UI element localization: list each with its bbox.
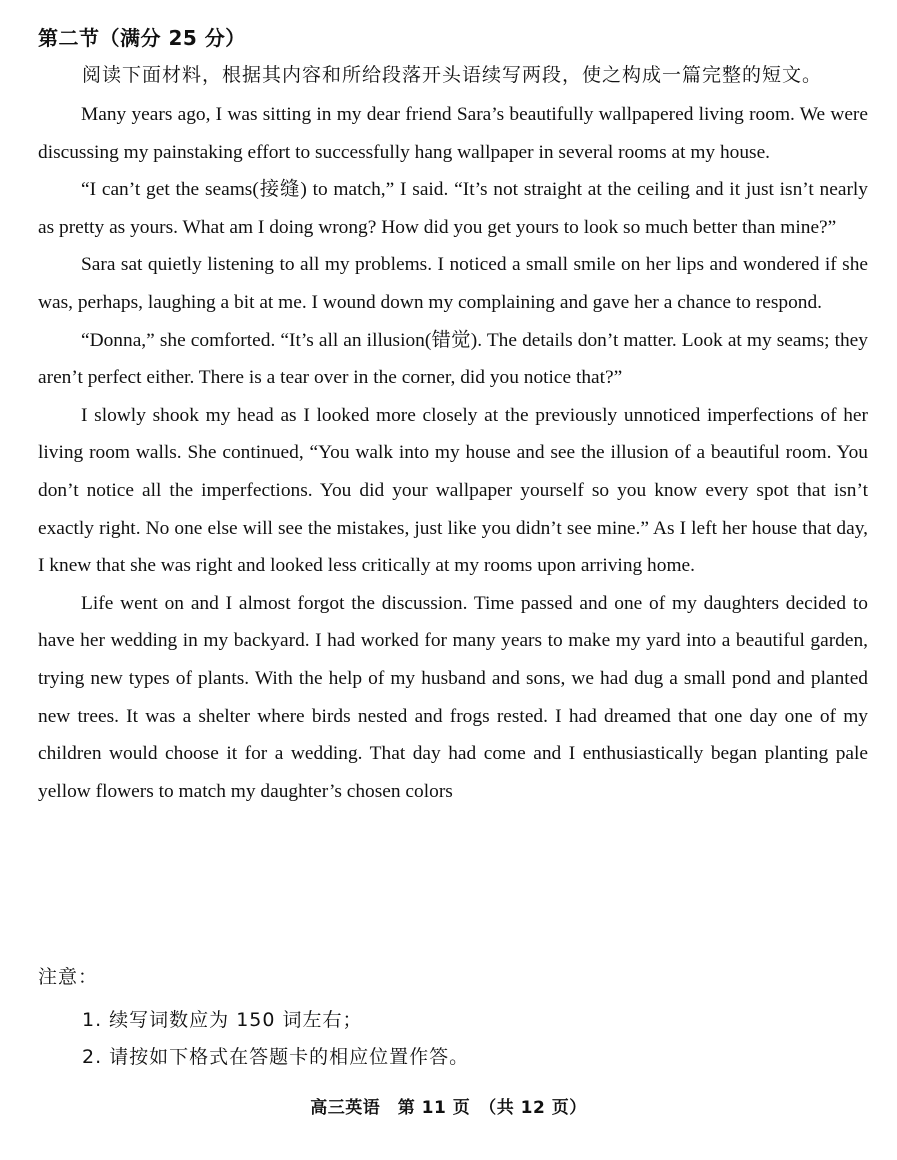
passage-paragraph-5: I slowly shook my head as I looked more closely at the previously unnoticed imperfections of her living room walls. She continued, “You walk into my house and see the illusion of a beautiful room. You don’t notice all the imperfections. You did your wallpaper yourself so you know every spot that isn’t exactly right. No one else will see the mistakes, just like you didn’t see mine.” As I left her house that day, I knew that she was right and looked less critically at my rooms upon arriving home. <box>38 404 868 577</box>
passage-paragraph-2: “I can’t get the seams(接缝) to match,” I said. “It’s not straight at the ceiling and it just isn’t nearly as pretty as yours. What am I doing wrong? How did you get yours to look so much better than mine?” <box>38 179 868 238</box>
passage-paragraph-4: “Donna,” she comforted. “It’s all an illusion(错觉). The details don’t matter. Look at my seams; they aren’t perfect either. There is a tear over in the corner, did you notice that?” <box>38 329 868 389</box>
note-item-answer-format: 2. 请按如下格式在答题卡的相应位置作答。 <box>82 1046 470 1068</box>
page-footer: 高三英语 第 11 页 （共 12 页） <box>310 1098 587 1118</box>
section-heading: 第二节（满分 25 分） <box>38 26 246 50</box>
notes-title: 注意： <box>38 966 99 988</box>
reading-passage <box>38 96 868 810</box>
task-instruction: 阅读下面材料，根据其内容和所给段落开头语续写两段，使之构成一篇完整的短文。 <box>82 64 823 86</box>
passage-paragraph-1: Many years ago, I was sitting in my dear friend Sara’s beautifully wallpapered living room. We were discussing my painstaking effort to successfully hang wallpaper in several rooms at my house. <box>38 104 868 163</box>
passage-paragraph-3: Sara sat quietly listening to all my problems. I noticed a small smile on her lips and wondered if she was, perhaps, laughing a bit at me. I wound down my complaining and gave her a chance to respond. <box>38 254 868 313</box>
note-item-word-count: 1. 续写词数应为 150 词左右； <box>82 1009 363 1031</box>
passage-paragraph-6: Life went on and I almost forgot the discussion. Time passed and one of my daughters decided to have her wedding in my backyard. I had worked for many years to make my yard into a beautiful garden, trying new types of plants. With the help of my husband and sons, we had dug a small pond and planted new trees. It was a shelter where birds nested and frogs rested. I had dreamed that one day one of my children would choose it for a wedding. That day had come and I enthusiastically began planting pale yellow flowers to match my daughter’s chosen colors <box>38 592 868 802</box>
